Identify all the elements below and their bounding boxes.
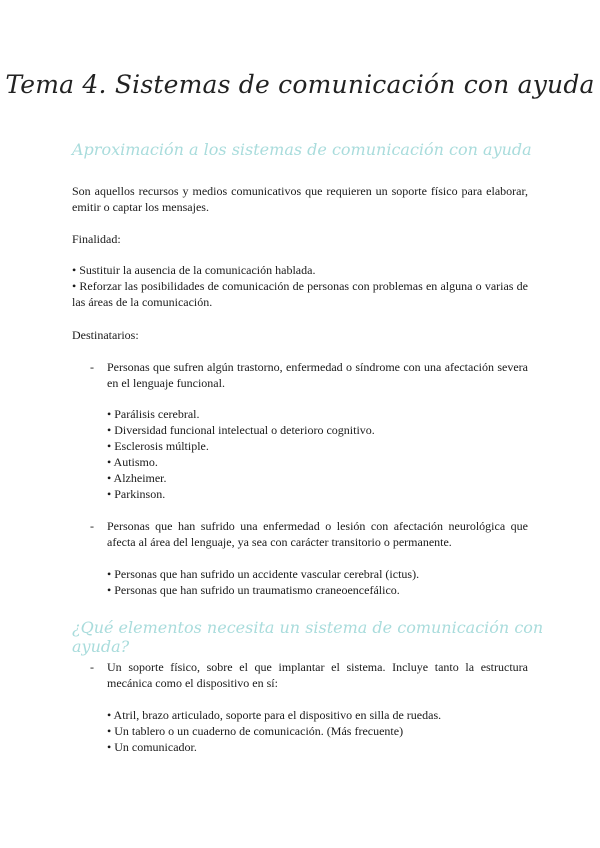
section-heading-elementos: ¿Qué elementos necesita un sistema de comunicación con ayuda? [72,618,544,656]
list-item: • Un tablero o un cuaderno de comunicación. (Más frecuente) [107,724,404,738]
dash-marker: - [90,519,94,533]
finalidad-list [72,262,528,310]
list-item: • Personas que han sufrido un traumatismo craneoencefálico. [107,583,400,597]
dash-marker: - [90,660,94,674]
list-item: • Esclerosis múltiple. [107,439,209,453]
list-item: • Diversidad funcional intelectual o deterioro cognitivo. [107,423,375,437]
list-item: • Sustituir la ausencia de la comunicación hablada. [72,263,316,277]
list-item: • Reforzar las posibilidades de comunicación de personas con problemas en alguna o varias de las áreas de la comunicación. [72,279,528,309]
neurological-list [107,566,527,598]
section-heading-aproximacion: Aproximación a los sistemas de comunicación con ayuda [72,140,532,159]
page-title: Tema 4. Sistemas de comunicación con ayuda [5,70,595,99]
list-item: • Alzheimer. [107,471,167,485]
list-item: • Un comunicador. [107,740,197,754]
list-item: • Parálisis cerebral. [107,407,200,421]
list-item: • Atril, brazo articulado, soporte para el dispositivo en silla de ruedas. [107,708,442,722]
destinatarios-label: Destinatarios: [72,328,139,342]
group-description: Personas que han sufrido una enfermedad o lesión con afectación neurológica que afecta al área del lenguaje, ya sea con carácter transitorio o permanente. [107,519,528,549]
list-item: • Parkinson. [107,487,166,501]
elementos-group-1 [90,659,528,691]
group-description: Un soporte físico, sobre el que implantar el sistema. Incluye tanto la estructura mecánica como el dispositivo en sí: [107,660,528,690]
intro-paragraph: Son aquellos recursos y medios comunicativos que requieren un soporte físico para elaborar, emitir o captar los mensajes. [72,184,528,214]
list-item: • Personas que han sufrido un accidente vascular cerebral (ictus). [107,567,420,581]
list-item: • Autismo. [107,455,158,469]
group-description: Personas que sufren algún trastorno, enfermedad o síndrome con una afectación severa en el lenguaje funcional. [107,360,528,390]
destinatarios-group-2 [90,518,528,550]
dash-marker: - [90,360,94,374]
conditions-list [107,406,527,502]
destinatarios-group-1 [90,359,528,391]
soporte-list [107,707,527,755]
finalidad-label: Finalidad: [72,232,121,246]
